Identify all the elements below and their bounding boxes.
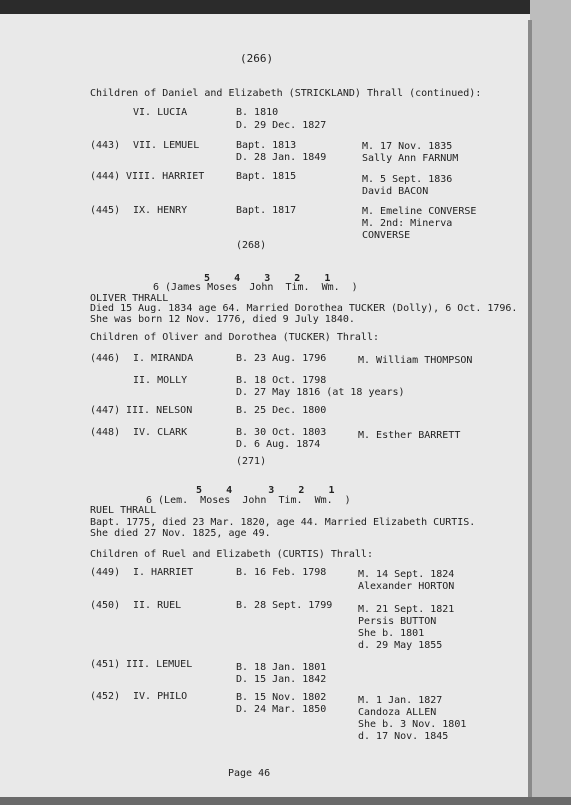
child-name: IV. CLARK (133, 427, 188, 438)
person-name: RUEL THRALL (90, 505, 157, 516)
child-number: (447) (90, 405, 121, 416)
child-date: D. 24 Mar. 1850 (236, 704, 327, 715)
child-number: (449) (90, 567, 121, 578)
child-marriage: Alexander HORTON (358, 581, 455, 592)
child-marriage: CONVERSE (362, 230, 411, 241)
child-marriage: M. 21 Sept. 1821 (358, 604, 455, 615)
lineage-numbers: 5 4 3 2 1 (196, 485, 335, 496)
scan-bottom-edge (0, 797, 571, 805)
child-marriage: M. Esther BARRETT (358, 430, 461, 441)
child-name: VIII. HARRIET (126, 171, 205, 182)
child-number: (452) (90, 691, 121, 702)
child-marriage: M. 14 Sept. 1824 (358, 569, 455, 580)
child-date: D. 27 May 1816 (at 18 years) (236, 387, 405, 398)
child-name: VI. LUCIA (133, 107, 188, 118)
child-number: (443) (90, 140, 121, 151)
child-date: B. 16 Feb. 1798 (236, 567, 327, 578)
child-marriage: David BACON (362, 186, 429, 197)
child-marriage: M. William THOMPSON (358, 355, 473, 366)
child-marriage: Sally Ann FARNUM (362, 153, 459, 164)
child-name: II. MOLLY (133, 375, 188, 386)
lineage-names: 6 (James Moses John Tim. Wm. ) (153, 282, 358, 293)
child-date: D. 29 Dec. 1827 (236, 120, 327, 131)
child-number: (444) (90, 171, 121, 182)
child-date: Bapt. 1815 (236, 171, 297, 182)
child-date: D. 15 Jan. 1842 (236, 674, 327, 685)
children-heading: Children of Ruel and Elizabeth (CURTIS) Thrall: (90, 549, 373, 560)
person-name: OLIVER THRALL (90, 293, 169, 304)
child-name: II. RUEL (133, 600, 182, 611)
lineage-names: 6 (Lem. Moses John Tim. Wm. ) (146, 495, 351, 506)
section-ref: (271) (236, 456, 267, 467)
section-ref: (268) (236, 240, 267, 251)
child-date: B. 23 Aug. 1796 (236, 353, 327, 364)
scan-right-edge (530, 0, 571, 805)
page-number: (266) (240, 52, 274, 65)
lineage-numbers: 5 4 3 2 1 (204, 273, 331, 284)
child-marriage: d. 17 Nov. 1845 (358, 731, 449, 742)
child-date: D. 28 Jan. 1849 (236, 152, 327, 163)
child-marriage: She b. 1801 (358, 628, 425, 639)
child-date: B. 30 Oct. 1803 (236, 427, 327, 438)
child-name: I. MIRANDA (133, 353, 194, 364)
child-date: B. 28 Sept. 1799 (236, 600, 333, 611)
child-date: B. 25 Dec. 1800 (236, 405, 327, 416)
child-marriage: She b. 3 Nov. 1801 (358, 719, 467, 730)
section1-heading: Children of Daniel and Elizabeth (STRICKLAND) Thrall (continued): (90, 88, 482, 99)
child-number: (451) (90, 659, 121, 670)
child-date: B. 1810 (236, 107, 279, 118)
child-marriage: Candoza ALLEN (358, 707, 437, 718)
page-shadow (528, 20, 532, 800)
child-number: (445) (90, 205, 121, 216)
child-name: I. HARRIET (133, 567, 194, 578)
child-number: (448) (90, 427, 121, 438)
person-bio: Bapt. 1775, died 23 Mar. 1820, age 44. Married Elizabeth CURTIS. (90, 517, 476, 528)
child-date: B. 15 Nov. 1802 (236, 692, 327, 703)
person-bio: She died 27 Nov. 1825, age 49. (90, 528, 271, 539)
child-name: VII. LEMUEL (133, 140, 200, 151)
child-date: B. 18 Oct. 1798 (236, 375, 327, 386)
child-marriage: M. Emeline CONVERSE (362, 206, 477, 217)
child-marriage: M. 1 Jan. 1827 (358, 695, 443, 706)
child-date: B. 18 Jan. 1801 (236, 662, 327, 673)
child-marriage: M. 17 Nov. 1835 (362, 141, 453, 152)
person-bio: She was born 12 Nov. 1776, died 9 July 1840. (90, 314, 355, 325)
child-date: Bapt. 1817 (236, 205, 297, 216)
child-marriage: Persis BUTTON (358, 616, 437, 627)
child-name: IV. PHILO (133, 691, 188, 702)
child-name: IX. HENRY (133, 205, 188, 216)
page-footer: Page 46 (228, 768, 271, 779)
child-marriage: M. 2nd: Minerva (362, 218, 453, 229)
child-marriage: d. 29 May 1855 (358, 640, 443, 651)
child-date: D. 6 Aug. 1874 (236, 439, 321, 450)
scan-top-edge (0, 0, 571, 14)
child-date: Bapt. 1813 (236, 140, 297, 151)
children-heading: Children of Oliver and Dorothea (TUCKER) Thrall: (90, 332, 379, 343)
person-bio: Died 15 Aug. 1834 age 64. Married Dorothea TUCKER (Dolly), 6 Oct. 1796. (90, 303, 518, 314)
child-name: III. LEMUEL (126, 659, 193, 670)
child-marriage: M. 5 Sept. 1836 (362, 174, 453, 185)
child-number: (450) (90, 600, 121, 611)
child-number: (446) (90, 353, 121, 364)
child-name: III. NELSON (126, 405, 193, 416)
